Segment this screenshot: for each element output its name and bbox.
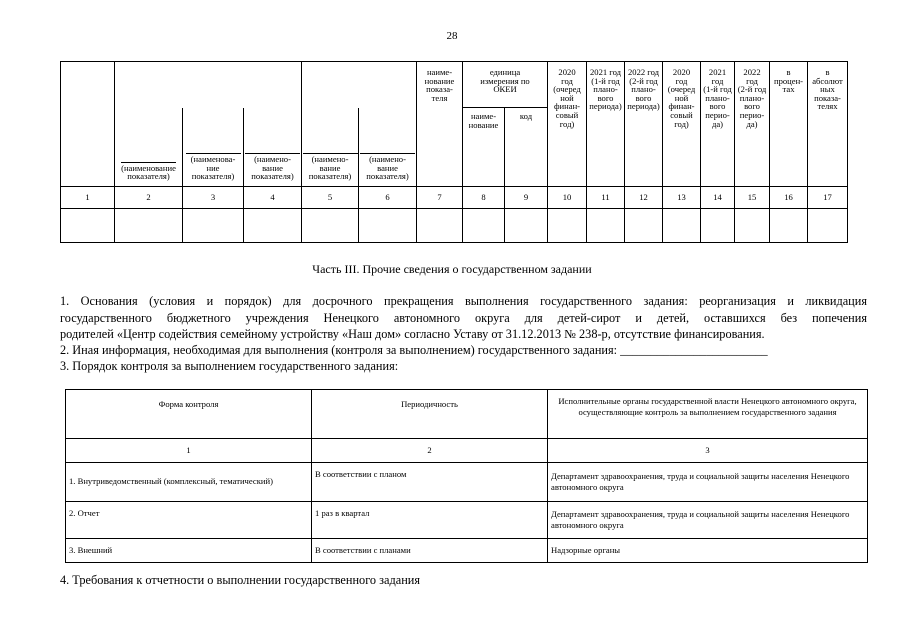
header-in-percent: в процен- тах: [770, 62, 808, 187]
col-number: 13: [663, 187, 701, 209]
header-unit-okei: единица измерения по ОКЕИ: [463, 62, 548, 108]
col-number: 17: [808, 187, 848, 209]
control-row: [66, 539, 868, 563]
subheader-col5-text: (наимено- вание показателя): [308, 154, 352, 182]
control-period: В соответствии с планами: [312, 539, 548, 563]
page-number: 28: [446, 30, 458, 42]
subheader-col5: [302, 108, 359, 187]
header-unit-name: наиме- нование: [463, 108, 505, 187]
col-number: 10: [548, 187, 587, 209]
header-indicator-name: наиме- нование показа- теля: [417, 62, 463, 187]
control-period: 1 раз в квартал: [312, 502, 548, 539]
control-header-period: Периодичность: [312, 390, 548, 439]
item1-line: 1. Основания (условия и порядок) для досрочного прекращения выполнения государственного задания: реорганизация и ликвидация: [60, 294, 867, 308]
control-row: [66, 502, 868, 539]
col-number: 14: [701, 187, 735, 209]
subheader-col4: [244, 108, 302, 187]
item2-text: 2. Иная информация, необходимая для выполнения (контроля за выполнением) государственного задания: ________________________: [60, 343, 768, 357]
item4-text: 4. Требования к отчетности о выполнении государственного задания: [60, 573, 421, 587]
subheader-col4-text: (наимено- вание показателя): [251, 154, 294, 182]
control-header-form: Форма контроля: [66, 390, 312, 439]
header-year-2021-b: 2021 год (1-й год плано- вого перио- да): [701, 62, 735, 187]
control-col-number: 3: [548, 439, 868, 463]
col-number: 4: [244, 187, 302, 209]
item1-line: родителей «Центр содействия семейному устройству «Наш дом» согласно Уставу от 31.12.2013 № 238-р, отсутствие финансирования.: [60, 327, 765, 341]
empty-data-row: [61, 209, 848, 243]
header-in-absolute: в абсолют ных показа- телях: [808, 62, 848, 187]
control-organ: Надзорные органы: [548, 539, 868, 563]
header-year-2020-a: 2020 год (очеред ной финан- совый год): [548, 62, 587, 187]
col-number: 11: [587, 187, 625, 209]
control-row: [66, 463, 868, 502]
subheader-col6: [359, 108, 417, 187]
control-period: В соответствии с планом: [312, 463, 548, 502]
header-year-2021-a: 2021 год (1-й год плано- вого периода): [587, 62, 625, 187]
item1-line: государственного бюджетного учреждения Ненецкого автономного округа для детей-сирот и детей, оставшихся без попечения: [60, 310, 867, 325]
control-form: 1. Внутриведомственный (комплексный, тематический): [66, 463, 312, 502]
col-number: 5: [302, 187, 359, 209]
col-number: 12: [625, 187, 663, 209]
col-number: 16: [770, 187, 808, 209]
control-form: 2. Отчет: [66, 502, 312, 539]
subheader-col2-text: (наименование показателя): [121, 162, 176, 182]
col-number: 1: [61, 187, 115, 209]
header-year-2022-b: 2022 год (2-й год плано- вого перио- да): [735, 62, 770, 187]
subheader-col3: [183, 108, 244, 187]
control-form: 3. Внешний: [66, 539, 312, 563]
col-number: 6: [359, 187, 417, 209]
control-table: [65, 389, 868, 563]
col-number: 7: [417, 187, 463, 209]
header-col1: [61, 62, 115, 187]
subheader-col6-text: (наимено- вание показателя): [366, 154, 409, 182]
col-number: 15: [735, 187, 770, 209]
part3-title: Часть III. Прочие сведения о государственном задании: [312, 262, 592, 276]
header-group-a: [115, 62, 302, 108]
control-col-number: 1: [66, 439, 312, 463]
item3-text: 3. Порядок контроля за выполнением государственного задания:: [60, 359, 399, 373]
subheader-col2: [115, 108, 183, 187]
indicator-table: [60, 61, 848, 243]
col-number: 9: [505, 187, 548, 209]
header-year-2020-b: 2020 год (очеред ной финан- совый год): [663, 62, 701, 187]
subheader-col3-text: (наименова- ние показателя): [190, 154, 236, 182]
control-col-number: 2: [312, 439, 548, 463]
control-organ: Департамент здравоохранения, труда и социальной защиты населения Ненецкого автономного округа: [548, 502, 868, 539]
col-number: 3: [183, 187, 244, 209]
item1-paragraph: [60, 293, 867, 343]
col-number: 2: [115, 187, 183, 209]
control-organ: Департамент здравоохранения, труда и социальной защиты населения Ненецкого автономного округа: [548, 463, 868, 502]
header-year-2022-a: 2022 год (2-й год плано- вого периода): [625, 62, 663, 187]
column-number-row: [61, 187, 848, 209]
header-unit-code: код: [505, 108, 548, 187]
col-number: 8: [463, 187, 505, 209]
control-header-organ: Исполнительные органы государственной власти Ненецкого автономного округа, осуществляющие контроль за выполнением государственного задания: [548, 390, 868, 439]
header-group-b: [302, 62, 417, 108]
